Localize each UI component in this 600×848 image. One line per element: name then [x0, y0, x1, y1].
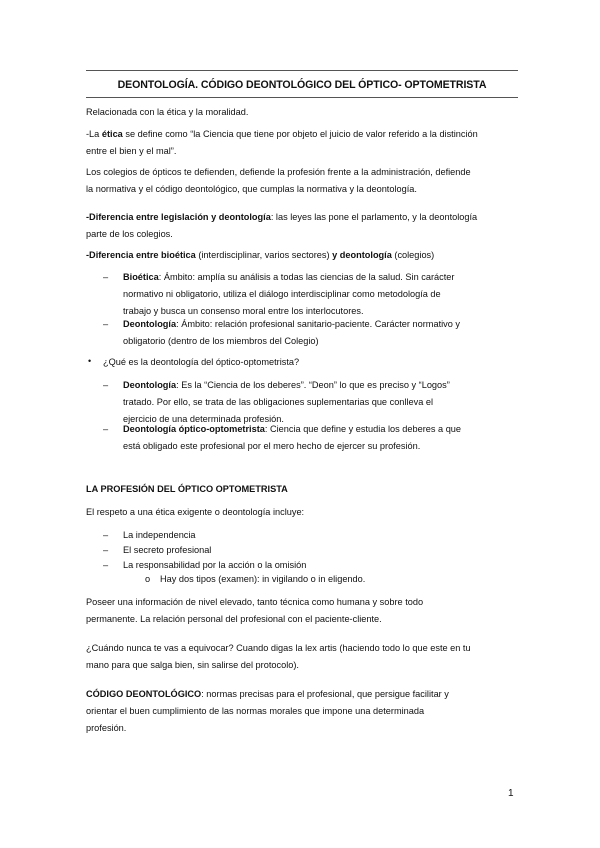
- bold-term: y deontología: [332, 250, 392, 260]
- bold-term: Bioética: [123, 272, 159, 282]
- text-run: obligatorio (dentro de los miembros del Colegio): [123, 336, 319, 346]
- page-title: DEONTOLOGÍA. CÓDIGO DEONTOLÓGICO DEL ÓPTICO- OPTOMETRISTA: [117, 79, 487, 91]
- text-run: normativo ni obligatorio, utiliza el diálogo interdisciplinar como metodología de: [123, 289, 441, 299]
- text-run: : las leyes las pone el parlamento, y la deontología: [270, 212, 478, 222]
- title-bottom-rule: [86, 97, 518, 98]
- text-run: la normativa y el código deontológico, que cumplas la normativa y la deontología.: [86, 184, 417, 194]
- section-intro: El respeto a una ética exigente o deontología incluye:: [86, 507, 305, 517]
- text-run: : Ámbito: relación profesional sanitario-paciente. Carácter normativo y: [176, 319, 461, 329]
- section-heading: LA PROFESIÓN DEL ÓPTICO OPTOMETRISTA: [86, 484, 288, 494]
- sub-list-item: Hay dos tipos (examen): in vigilando o in eligendo.: [160, 574, 366, 584]
- dash-bullet: –: [103, 380, 109, 390]
- intro-paragraph-3: [86, 164, 526, 198]
- dash-bullet: –: [103, 424, 109, 434]
- sub-bullet: o: [145, 574, 151, 584]
- bold-term: Deontología: [123, 380, 177, 390]
- dash-bullet: –: [103, 560, 109, 570]
- text-run: se define como “la Ciencia que tiene por objeto el juicio de valor referido a la distinción: [122, 129, 478, 139]
- text-run: parte de los colegios.: [86, 229, 173, 239]
- text-run: : Es la “Ciencia de los deberes”. “Deon” lo que es preciso y “Logos”: [176, 380, 450, 390]
- bold-term: Deontología: [123, 319, 177, 329]
- text-run: está obligado este profesional por el mero hecho de ejercer su profesión.: [123, 441, 421, 451]
- section-paragraph: [86, 594, 526, 628]
- bold-term: -Diferencia entre legislación y deontología: [86, 212, 271, 222]
- round-bullet: •: [88, 356, 92, 366]
- text-run: Poseer una información de nivel elevado, tanto técnica como humana y sobre todo: [86, 597, 424, 607]
- text-run: trabajo y busca un consenso moral entre los interlocutores.: [123, 306, 364, 316]
- text-run: (colegios): [391, 250, 435, 260]
- title-top-rule: [86, 70, 518, 71]
- text-run: ¿Cuándo nunca te vas a equivocar? Cuando digas la lex artis (haciendo todo lo que este en tu: [86, 643, 471, 653]
- text-run: (interdisciplinar, varios sectores): [195, 250, 333, 260]
- intro-paragraph-5: [86, 247, 526, 264]
- text-run: : Ámbito: amplía su análisis a todas las ciencias de la salud. Sin carácter: [158, 272, 455, 282]
- list-item: [103, 316, 503, 352]
- list-item-text: El secreto profesional: [123, 545, 212, 555]
- text-run: entre el bien y el mal”.: [86, 146, 177, 156]
- bold-term: Deontología óptico-optometrista: [123, 424, 265, 434]
- page-number: 1: [508, 788, 514, 799]
- text-run: permanente. La relación personal del profesional con el paciente-cliente.: [86, 614, 382, 624]
- list-item-text: La independencia: [123, 530, 196, 540]
- bold-term: CÓDIGO DEONTOLÓGICO: [86, 689, 202, 699]
- intro-paragraph-1: Relacionada con la ética y la moralidad.: [86, 107, 249, 117]
- text-run: ejercicio de una determinada profesión.: [123, 414, 284, 424]
- question-paragraph: [86, 640, 526, 674]
- text-run: : normas precisas para el profesional, que persigue facilitar y: [201, 689, 449, 699]
- text-run: mano para que salga bien, sin salirse del protocolo).: [86, 660, 299, 670]
- list-item-text: [123, 269, 513, 320]
- list-item-text: [123, 316, 513, 350]
- list-item-text: La responsabilidad por la acción o la omisión: [123, 560, 307, 570]
- text-run: orientar el buen cumplimiento de las normas morales que impone una determinada: [86, 706, 425, 716]
- dash-bullet: –: [103, 545, 109, 555]
- dash-bullet: –: [103, 319, 109, 329]
- list-item: [103, 269, 503, 321]
- intro-paragraph-4: [86, 209, 526, 243]
- bullet-question: ¿Qué es la deontología del óptico-optometrista?: [103, 357, 300, 367]
- text-run: Los colegios de ópticos te defienden, defiende la profesión frente a la administración, defiende: [86, 167, 471, 177]
- bold-term: -Diferencia entre bioética: [86, 250, 196, 260]
- list-item: [103, 421, 503, 457]
- list-item-text: [123, 421, 513, 455]
- bold-term: ética: [101, 129, 123, 139]
- text-run: tratado. Por ello, se trata de las obligaciones suplementarias que conlleva el: [123, 397, 434, 407]
- intro-paragraph-2: [86, 126, 526, 160]
- dash-bullet: –: [103, 272, 109, 282]
- text-run: -La: [86, 129, 102, 139]
- text-run: profesión.: [86, 723, 127, 733]
- code-paragraph: [86, 686, 526, 737]
- text-run: : Ciencia que define y estudia los deberes a que: [264, 424, 462, 434]
- dash-bullet: –: [103, 530, 109, 540]
